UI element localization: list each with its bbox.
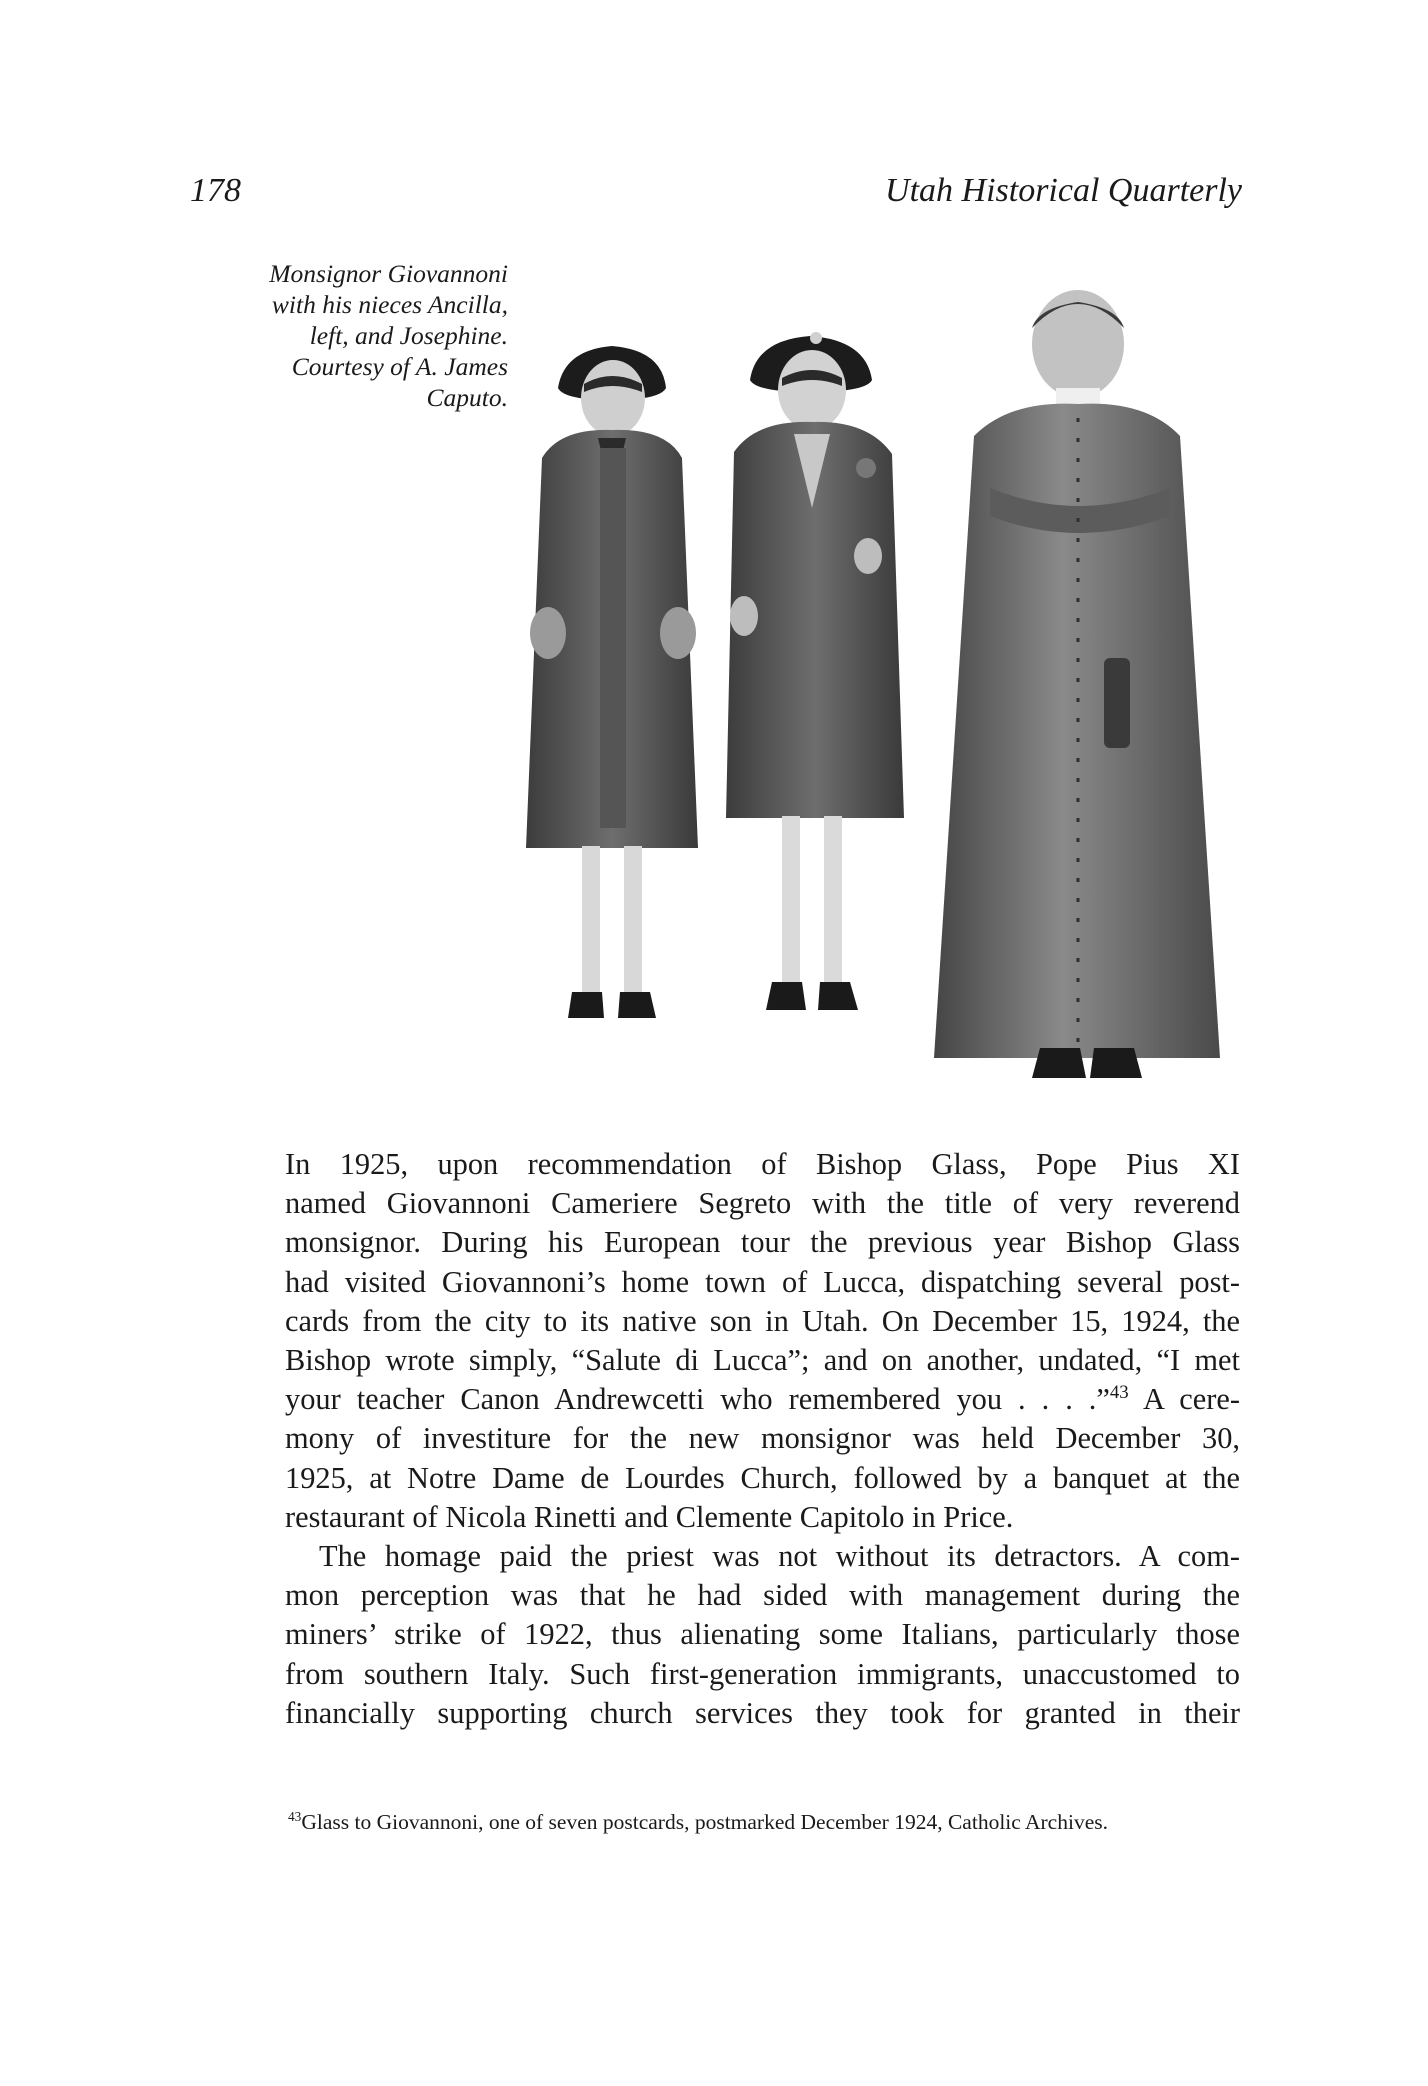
caption-line: with his nieces Ancilla, [271,290,508,319]
running-head [190,172,1242,222]
body-line-text: your teacher Canon Andrewcetti who remembered you . . . .” [285,1382,1110,1417]
body-line: mon perception was that he had sided with management during the [285,1578,1240,1613]
caption-line: Courtesy of A. James [291,352,508,381]
body-line: named Giovannoni Cameriere Segreto with the title of very reverend [285,1186,1240,1221]
body-line: restaurant of Nicola Rinetti and Clemente Capitolo in Price. [285,1499,1014,1534]
body-line: cards from the city to its native son in Utah. On December 15, 1924, the [285,1303,1240,1338]
footnote-reference: 43 [1109,1382,1129,1404]
body-line: from southern Italy. Such first-generation immigrants, unaccustomed to [285,1656,1240,1691]
body-line: Bishop wrote simply, “Salute di Lucca”; and on another, undated, “I met [285,1343,1240,1378]
footnote-text: Glass to Giovannoni, one of seven postcards, postmarked December 1924, Catholic Archives. [301,1810,1108,1834]
body-line: miners’ strike of 1922, thus alienating some Italians, particularly those [285,1617,1240,1652]
caption-line: Caputo. [426,383,508,412]
photo-caption [190,258,508,413]
figure-ancilla [526,346,698,1018]
body-line: 1925, at Notre Dame de Lourdes Church, followed by a banquet at the [285,1460,1240,1495]
page-number: 178 [190,172,241,209]
footnote [288,1808,1240,1836]
body-line: monsignor. During his European tour the previous year Bishop Glass [285,1225,1240,1260]
figure-monsignor [934,290,1220,1078]
caption-line: left, and Josephine. [309,321,508,350]
body-line: financially supporting church services they took for granted in their [285,1695,1240,1730]
caption-line: Monsignor Giovannoni [269,259,508,288]
figure-josephine [726,332,904,1010]
body-line-tail: A cere- [1128,1382,1241,1417]
footnote-number: 43 [288,1808,302,1824]
body-line-with-footnote [285,1380,1240,1419]
historical-photo [520,288,1240,1100]
journal-title: Utah Historical Quarterly [885,172,1242,209]
body-text [285,1145,1240,1733]
body-line: The homage paid the priest was not without its detractors. A com- [319,1539,1240,1574]
body-line: mony of investiture for the new monsignor was held December 30, [285,1421,1240,1456]
body-line: In 1925, upon recommendation of Bishop Glass, Pope Pius XI [285,1147,1240,1181]
body-line: had visited Giovannoni’s home town of Lucca, dispatching several post- [285,1264,1240,1299]
